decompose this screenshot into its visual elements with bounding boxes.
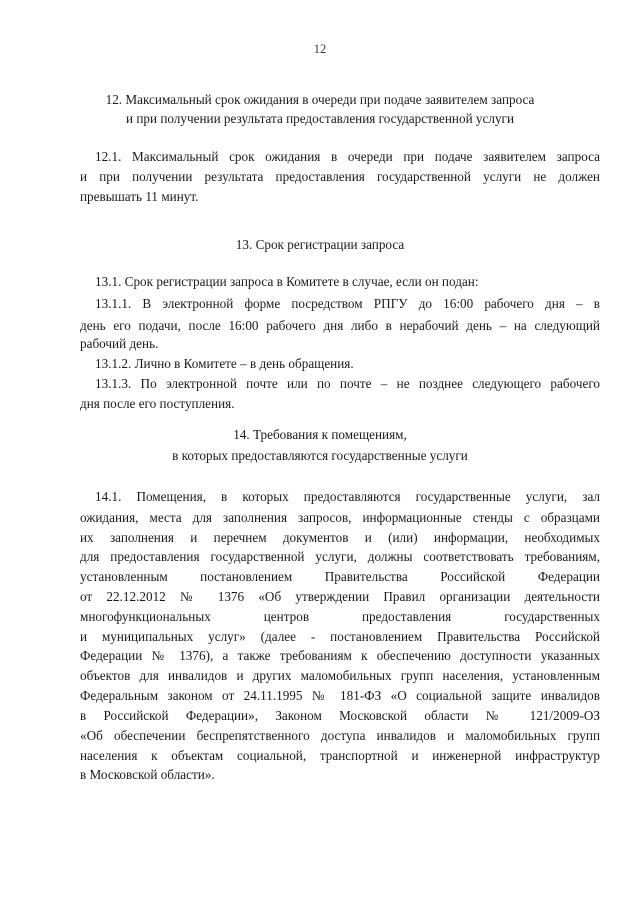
section-14-heading-line2: в которых предоставляются государственные услуги bbox=[172, 448, 468, 463]
page-number: 12 bbox=[313, 42, 327, 56]
section-14-1-line: в Российской Федерации», Законом Московской области № 121/2009-ОЗ bbox=[80, 708, 600, 723]
section-14-1-line: Федерации № 1376), а также требованиям к обеспечению доступности указанных bbox=[80, 648, 600, 663]
section-13-1-line: 13.1. Срок регистрации запроса в Комитете в случае, если он подан: bbox=[95, 274, 479, 289]
section-14-1-line: объектов для инвалидов и других маломобильных групп населения, установленным bbox=[80, 668, 600, 683]
section-13-1-1-line1: 13.1.1. В электронной форме посредством РПГУ до 16:00 рабочего дня – в bbox=[95, 296, 600, 311]
section-14-1-line: и муниципальных услуг» (далее - постановлением Правительства Российской bbox=[80, 629, 600, 644]
section-14-1-line: от 22.12.2012 № 1376 «Об утверждении Правил организации деятельности bbox=[80, 589, 600, 604]
section-12-1-line1: 12.1. Максимальный срок ожидания в очереди при подаче заявителем запроса bbox=[95, 149, 600, 164]
section-14-1-line: их заполнения и перечнем документов и (или) информации, необходимых bbox=[80, 530, 600, 545]
section-13-1-3-line2: дня после его поступления. bbox=[80, 396, 235, 411]
section-13-heading: 13. Срок регистрации запроса bbox=[235, 237, 405, 252]
section-13-1-3-line1: 13.1.3. По электронной почте или по почте – не позднее следующего рабочего bbox=[95, 376, 600, 391]
section-14-1-line: 14.1. Помещения, в которых предоставляются государственные услуги, зал bbox=[95, 489, 600, 504]
section-13-1-2-line: 13.1.2. Лично в Комитете – в день обращения. bbox=[95, 356, 354, 371]
section-14-1-line: для предоставления государственной услуги, должны соответствовать требованиям, bbox=[80, 549, 600, 564]
section-12-1-line3: превышать 11 минут. bbox=[80, 189, 199, 204]
section-14-1-line: установленным постановлением Правительства Российской Федерации bbox=[80, 569, 600, 584]
section-14-heading-line1: 14. Требования к помещениям, bbox=[233, 427, 407, 442]
section-12-1-line2: и при получении результата предоставления государственной услуги не должен bbox=[80, 169, 600, 184]
section-12-heading-line2: и при получении результата предоставления государственной услуги bbox=[125, 111, 515, 126]
section-12-heading-line1: 12. Максимальный срок ожидания в очереди при подаче заявителем запроса bbox=[105, 92, 535, 107]
section-14-1-line: «Об обеспечении беспрепятственного доступа инвалидов и маломобильных групп bbox=[80, 728, 600, 743]
section-13-1-1-line2: день его подачи, после 16:00 рабочего дня либо в нерабочий день – на следующий bbox=[80, 318, 600, 333]
section-13-1-1-line3: рабочий день. bbox=[80, 336, 159, 351]
section-14-1-line: многофункциональных центров предоставления государственных bbox=[80, 609, 600, 624]
section-14-1-line: в Московской области». bbox=[80, 767, 215, 782]
section-14-1-line: Федеральным законом от 24.11.1995 № 181-ФЗ «О социальной защите инвалидов bbox=[80, 688, 600, 703]
section-14-1-line: ожидания, места для заполнения запросов, информационные стенды с образцами bbox=[80, 510, 600, 525]
section-14-1-line: населения к объектам социальной, транспортной и инженерной инфраструктур bbox=[80, 748, 600, 763]
